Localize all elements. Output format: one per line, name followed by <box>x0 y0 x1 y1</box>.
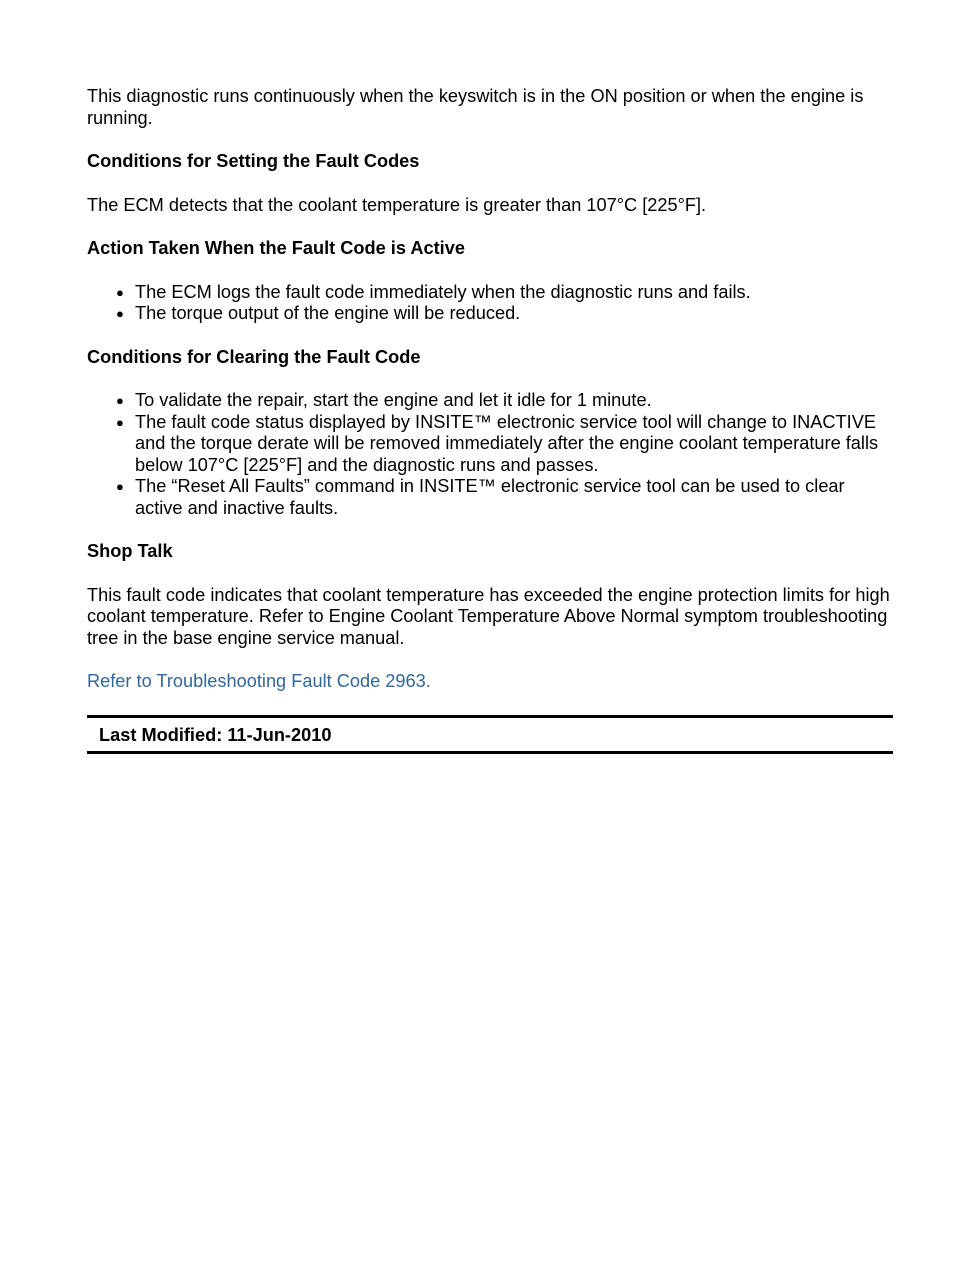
clearing-heading: Conditions for Clearing the Fault Code <box>87 346 421 367</box>
list-item-text: The torque output of the engine will be reduced. <box>135 303 521 323</box>
bullet-icon: ● <box>116 414 124 430</box>
list-item <box>116 390 893 412</box>
list-item-text: The fault code status displayed by INSITE™ electronic service tool will change to INACTIVE and the torque derate will be removed immediately after the engine coolant temperature falls below 107°C [225°F] and the diagnostic runs and passes. <box>135 411 879 475</box>
bullet-icon: ● <box>116 306 124 321</box>
document-body <box>87 86 893 754</box>
list-item-text: The ECM logs the fault code immediately when the diagnostic runs and fails. <box>135 281 751 302</box>
intro-paragraph: This diagnostic runs continuously when the keyswitch is in the ON position or when the engine is running. <box>87 86 864 128</box>
bullet-icon: ● <box>116 284 124 300</box>
clearing-list <box>87 390 893 519</box>
list-item-text: To validate the repair, start the engine and let it idle for 1 minute. <box>135 390 652 410</box>
setting-text: The ECM detects that the coolant temperature is greater than 107°C [225°F]. <box>87 194 707 215</box>
list-item <box>116 411 893 477</box>
list-item <box>116 303 893 325</box>
shop-talk-text: This fault code indicates that coolant temperature has exceeded the engine protection limits for high coolant temperature. Refer to Engine Coolant Temperature Above Normal symptom troubleshooting tree in the base engine service manual. <box>87 584 890 648</box>
action-list <box>87 282 893 325</box>
last-modified-text: Last Modified: 11-Jun-2010 <box>99 724 332 745</box>
shop-talk-heading: Shop Talk <box>87 541 173 561</box>
bullet-icon: ● <box>116 393 124 408</box>
last-modified-bar <box>87 715 893 755</box>
setting-heading: Conditions for Setting the Fault Codes <box>87 151 420 171</box>
action-heading: Action Taken When the Fault Code is Active <box>87 238 465 258</box>
bullet-icon: ● <box>116 479 124 494</box>
list-item <box>116 476 893 519</box>
list-item-text: The “Reset All Faults” command in INSITE™ electronic service tool can be used to clear active and inactive faults. <box>135 476 845 518</box>
troubleshooting-link[interactable]: Refer to Troubleshooting Fault Code 2963. <box>87 671 431 691</box>
list-item <box>116 281 893 304</box>
